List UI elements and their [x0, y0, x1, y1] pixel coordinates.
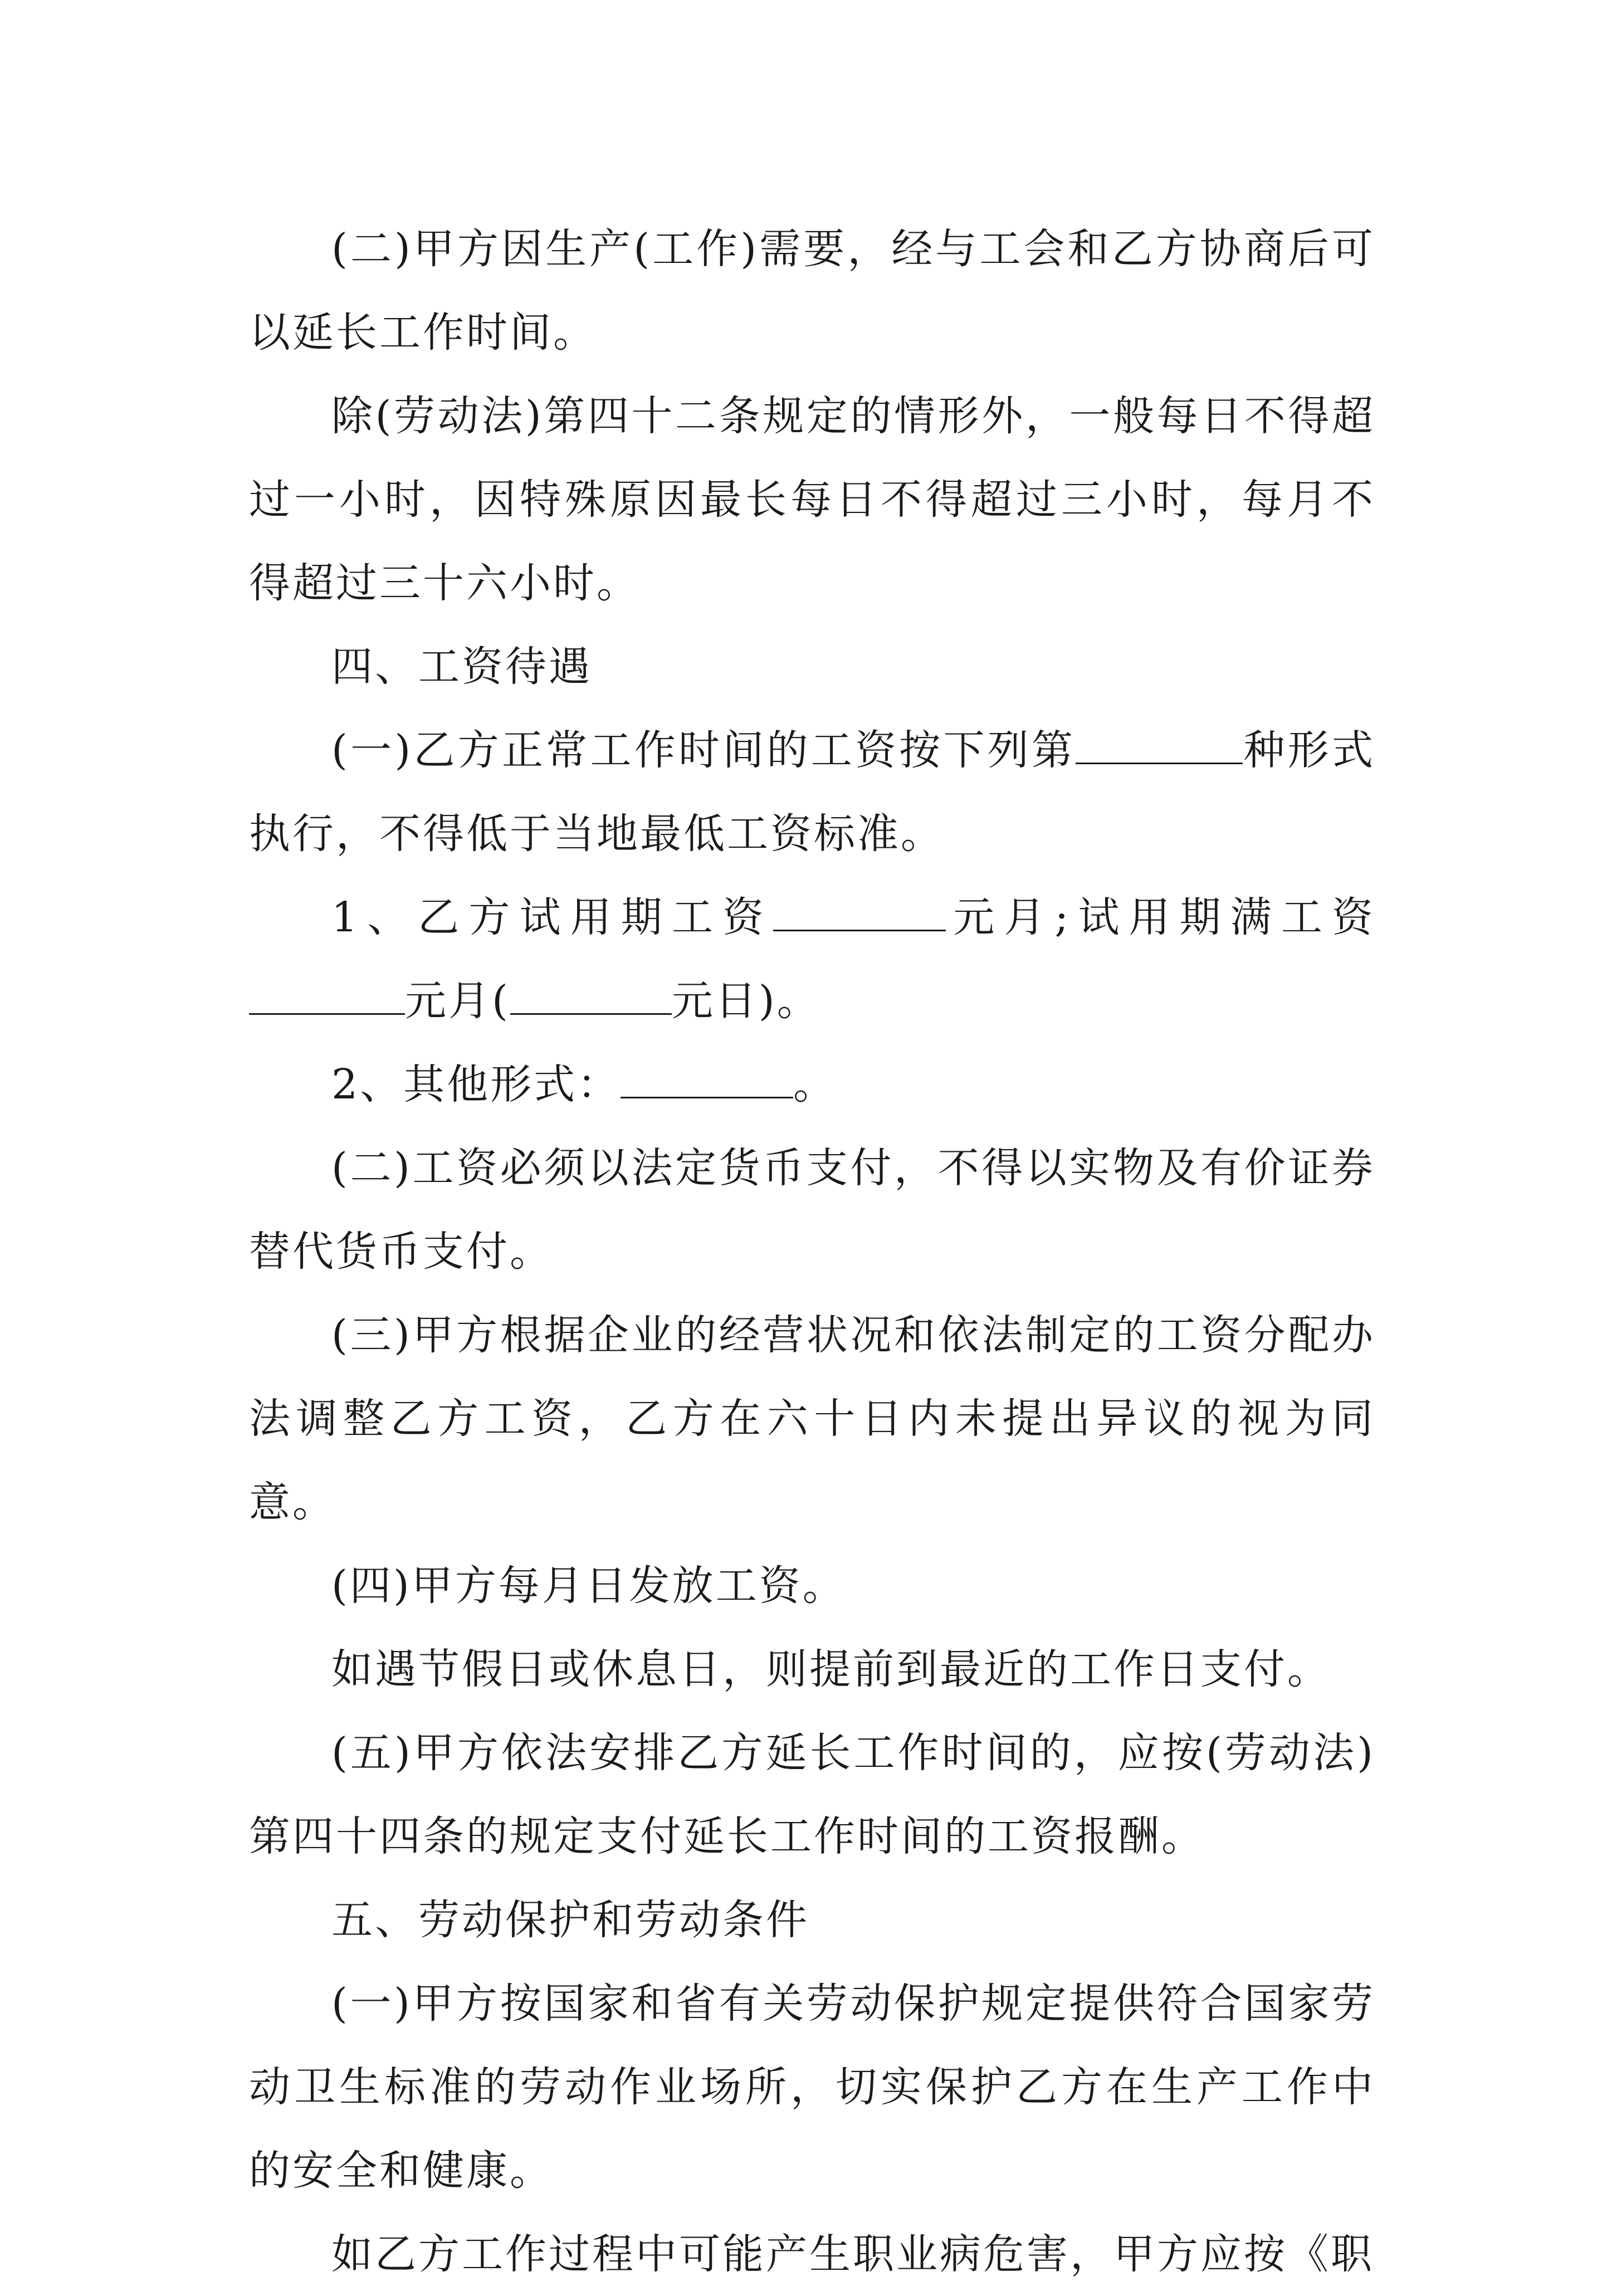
paragraph-overtime-pay: (五)甲方依法安排乙方延长工作时间的，应按(劳动法)第四十四条的规定支付延长工作时间的工资报酬。	[249, 1729, 1375, 1860]
paragraph-occupational-disease: 如乙方工作过程中可能产生职业病危害，甲方应按《职	[331, 2230, 1374, 2278]
regular-wage-month-text: 元月(	[405, 977, 510, 1025]
paragraph-holiday-payment: 如遇节假日或休息日，则提前到最近的工作日支付。	[331, 1645, 1331, 1693]
other-forms-text-after: 。	[793, 1061, 837, 1108]
document-body	[249, 207, 1375, 2296]
wage-form-blank	[1076, 727, 1243, 764]
wage-form-text-before: (一)乙方正常工作时间的工资按下列第	[331, 726, 1076, 774]
paragraph-currency-payment: (二)工资必须以法定货币支付，不得以实物及有价证券替代货币支付。	[249, 1144, 1375, 1276]
regular-wage-day-blank	[510, 978, 672, 1015]
section-heading-labor-protection: 五、劳动保护和劳动条件	[331, 1896, 809, 1944]
paragraph-overtime-extension: (二)甲方因生产(工作)需要，经与工会和乙方协商后可以延长工作时间。	[249, 225, 1375, 356]
probation-wage-blank	[773, 894, 946, 931]
section-heading-wages: 四、工资待遇	[331, 643, 592, 691]
paragraph-other-forms	[249, 1043, 1375, 1126]
paragraph-probation-wage	[249, 876, 1375, 1043]
paragraph-workplace-safety: (一)甲方按国家和省有关劳动保护规定提供符合国家劳动卫生标准的劳动作业场所，切实保护乙方在生产工作中的安全和健康。	[249, 1980, 1375, 2195]
other-forms-blank	[621, 1061, 793, 1098]
paragraph-wage-adjustment: (三)甲方根据企业的经营状况和依法制定的工资分配办法调整乙方工资，乙方在六十日内未提出异议的视为同意。	[249, 1311, 1375, 1526]
probation-wage-text: 1、乙方试用期工资	[331, 893, 774, 941]
paragraph-payday: (四)甲方每月日发放工资。	[331, 1562, 846, 1610]
wage-form-text-after: 种形式执行，不得低于当地最低工资标准。	[249, 726, 1375, 858]
paragraph-overtime-limits: 除(劳动法)第四十二条规定的情形外，一般每日不得超过一小时，因特殊原因最长每日不得超过三小时，每月不得超过三十六小时。	[249, 392, 1375, 607]
paragraph-wage-form	[249, 709, 1375, 876]
regular-wage-text: 元月;试用期满工资	[946, 893, 1375, 941]
regular-wage-month-blank	[249, 978, 405, 1015]
other-forms-text-before: 2、其他形式：	[331, 1061, 621, 1108]
regular-wage-day-text: 元日)。	[671, 977, 820, 1025]
